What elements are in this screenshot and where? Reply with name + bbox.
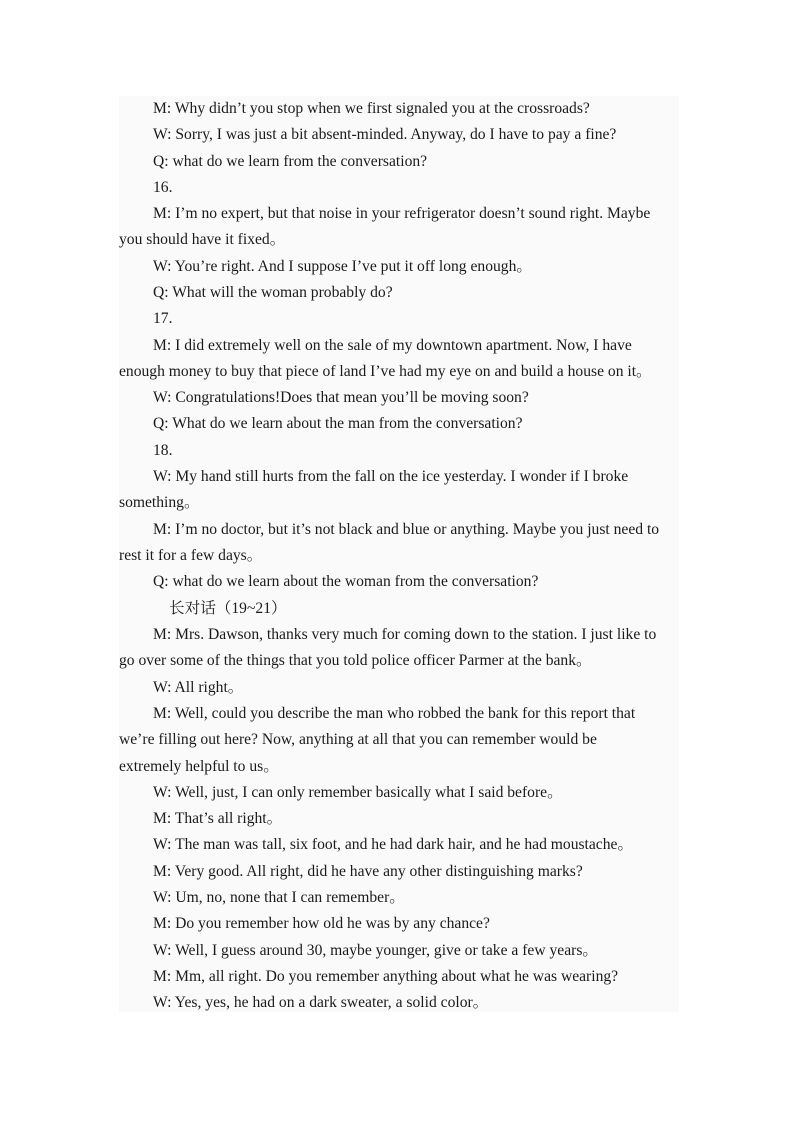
item-number: 17. [153, 310, 173, 327]
dialogue-line-continuation: you should have it fixed。 [119, 231, 286, 248]
dialogue-line-continuation: something。 [119, 494, 200, 511]
dialogue-line: W: Um, no, none that I can remember。 [153, 889, 405, 906]
dialogue-line: W: All right。 [153, 679, 244, 696]
dialogue-line: M: Mm, all right. Do you remember anything about what he was wearing? [153, 968, 619, 985]
dialogue-line-continuation: extremely helpful to us。 [119, 758, 279, 775]
dialogue-line: M: Do you remember how old he was by any chance? [153, 915, 490, 932]
dialogue-line: M: Why didn’t you stop when we first signaled you at the crossroads? [153, 100, 590, 117]
dialogue-line: M: I’m no expert, but that noise in your refrigerator doesn’t sound right. Maybe [153, 205, 651, 222]
question-line: Q: what do we learn about the woman from the conversation? [153, 573, 539, 590]
dialogue-line-continuation: we’re filling out here? Now, anything at all that you can remember would be [119, 731, 597, 748]
dialogue-line-continuation: enough money to buy that piece of land I’ve had my eye on and build a house on it。 [119, 363, 652, 380]
dialogue-line: W: You’re right. And I suppose I’ve put it off long enough。 [153, 258, 532, 275]
document-page [119, 96, 679, 1012]
section-heading: 长对话（19~21） [169, 600, 287, 617]
question-line: Q: What will the woman probably do? [153, 284, 393, 301]
item-number: 16. [153, 179, 173, 196]
dialogue-line: M: Mrs. Dawson, thanks very much for coming down to the station. I just like to [153, 626, 657, 643]
dialogue-line: W: Congratulations!Does that mean you’ll be moving soon? [153, 389, 529, 406]
dialogue-line: M: Very good. All right, did he have any other distinguishing marks? [153, 863, 583, 880]
dialogue-line: W: Yes, yes, he had on a dark sweater, a solid color。 [153, 994, 489, 1011]
question-line: Q: What do we learn about the man from the conversation? [153, 415, 523, 432]
dialogue-line: M: I did extremely well on the sale of my downtown apartment. Now, I have [153, 337, 632, 354]
dialogue-line: W: The man was tall, six foot, and he had dark hair, and he had moustache。 [153, 836, 634, 853]
dialogue-line: W: Well, I guess around 30, maybe younger, give or take a few years。 [153, 942, 598, 959]
item-number: 18. [153, 442, 173, 459]
question-line: Q: what do we learn from the conversation? [153, 153, 428, 170]
dialogue-line-continuation: go over some of the things that you told police officer Parmer at the bank。 [119, 652, 592, 669]
dialogue-line: M: Well, could you describe the man who robbed the bank for this report that [153, 705, 636, 722]
dialogue-line: W: Sorry, I was just a bit absent-minded. Anyway, do I have to pay a fine? [153, 126, 617, 143]
dialogue-line-continuation: rest it for a few days。 [119, 547, 263, 564]
dialogue-line: M: That’s all right。 [153, 810, 283, 827]
dialogue-line: M: I’m no doctor, but it’s not black and blue or anything. Maybe you just need to [153, 521, 660, 538]
dialogue-line: W: Well, just, I can only remember basically what I said before。 [153, 784, 563, 801]
dialogue-line: W: My hand still hurts from the fall on the ice yesterday. I wonder if I broke [153, 468, 629, 485]
